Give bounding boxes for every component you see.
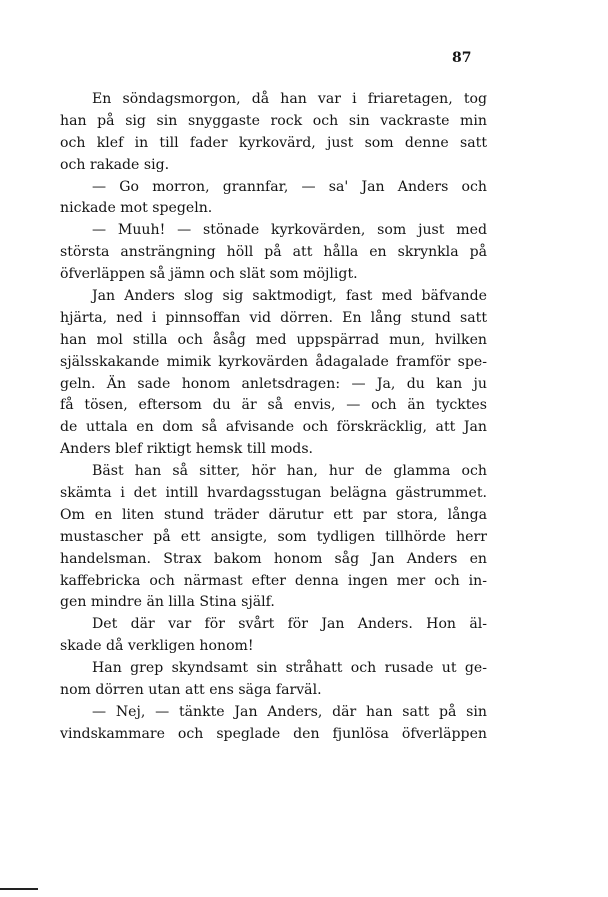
text-line: handelsman. Strax bakom honom såg Jan Anders en <box>60 550 487 567</box>
text-line: En söndagsmorgon, då han var i friaretagen, tog <box>92 91 487 107</box>
body-text <box>60 89 487 746</box>
text-line: geln. Än sade honom anletsdragen: — Ja, du kan ju <box>60 375 487 392</box>
text-line: — Go morron, grannfar, — sa' Jan Anders och <box>92 178 487 195</box>
text-line: han mol stilla och åsåg med uppspärrad mun, hvilken <box>60 331 487 348</box>
text-line: och klef in till fader kyrkovärd, just som denne satt <box>60 134 487 151</box>
text-line: största ansträngning höll på att hålla en skrynkla på <box>60 244 487 261</box>
text-line: Bäst han så sitter, hör han, hur de glamma och <box>92 463 487 480</box>
page-number: 87 <box>452 50 472 66</box>
text-line: få tösen, eftersom du är så envis, — och än tycktes <box>60 397 487 414</box>
text-line: hjärta, ned i pinnsoffan vid dörren. En lång stund satt <box>60 309 487 326</box>
text-line: Om en liten stund träder därutur ett par stora, långa <box>60 506 487 523</box>
text-line: — Nej, — tänkte Jan Anders, där han satt på sin <box>92 703 487 720</box>
page-edge-rule <box>0 888 38 890</box>
text-line: — Muuh! — stönade kyrkovärden, som just med <box>92 222 487 239</box>
text-line: öfverläppen så jämn och slät som möjligt. <box>60 266 358 283</box>
text-line: nickade mot spegeln. <box>60 200 213 217</box>
text-line: Jan Anders slog sig saktmodigt, fast med bäfvande <box>92 288 487 305</box>
text-line: vindskammare och speglade den fjunlösa öfverläppen <box>60 725 487 742</box>
text-line: skämta i det intill hvardagsstugan belägna gästrummet. <box>60 485 487 502</box>
text-line: mustascher på ett ansigte, som tydligen tillhörde herr <box>60 528 487 545</box>
text-line: skade då verkligen honom! <box>60 638 254 655</box>
text-line: Det där var för svårt för Jan Anders. Hon äl- <box>92 616 487 633</box>
text-line: de uttala en dom så afvisande och förskräcklig, att Jan <box>60 419 487 436</box>
text-line: själsskakande mimik kyrkovärden ådagalade framför spe- <box>60 353 487 370</box>
text-line: Anders blef riktigt hemsk till mods. <box>60 441 314 458</box>
text-line: och rakade sig. <box>60 156 170 173</box>
text-line: gen mindre än lilla Stina själf. <box>60 594 275 611</box>
text-line: nom dörren utan att ens säga farväl. <box>60 682 322 699</box>
text-line: Han grep skyndsamt sin stråhatt och rusade ut ge- <box>92 660 487 677</box>
text-line: han på sig sin snyggaste rock och sin vackraste min <box>60 112 487 129</box>
text-line: kaffebricka och närmast efter denna ingen mer och in- <box>60 572 487 589</box>
